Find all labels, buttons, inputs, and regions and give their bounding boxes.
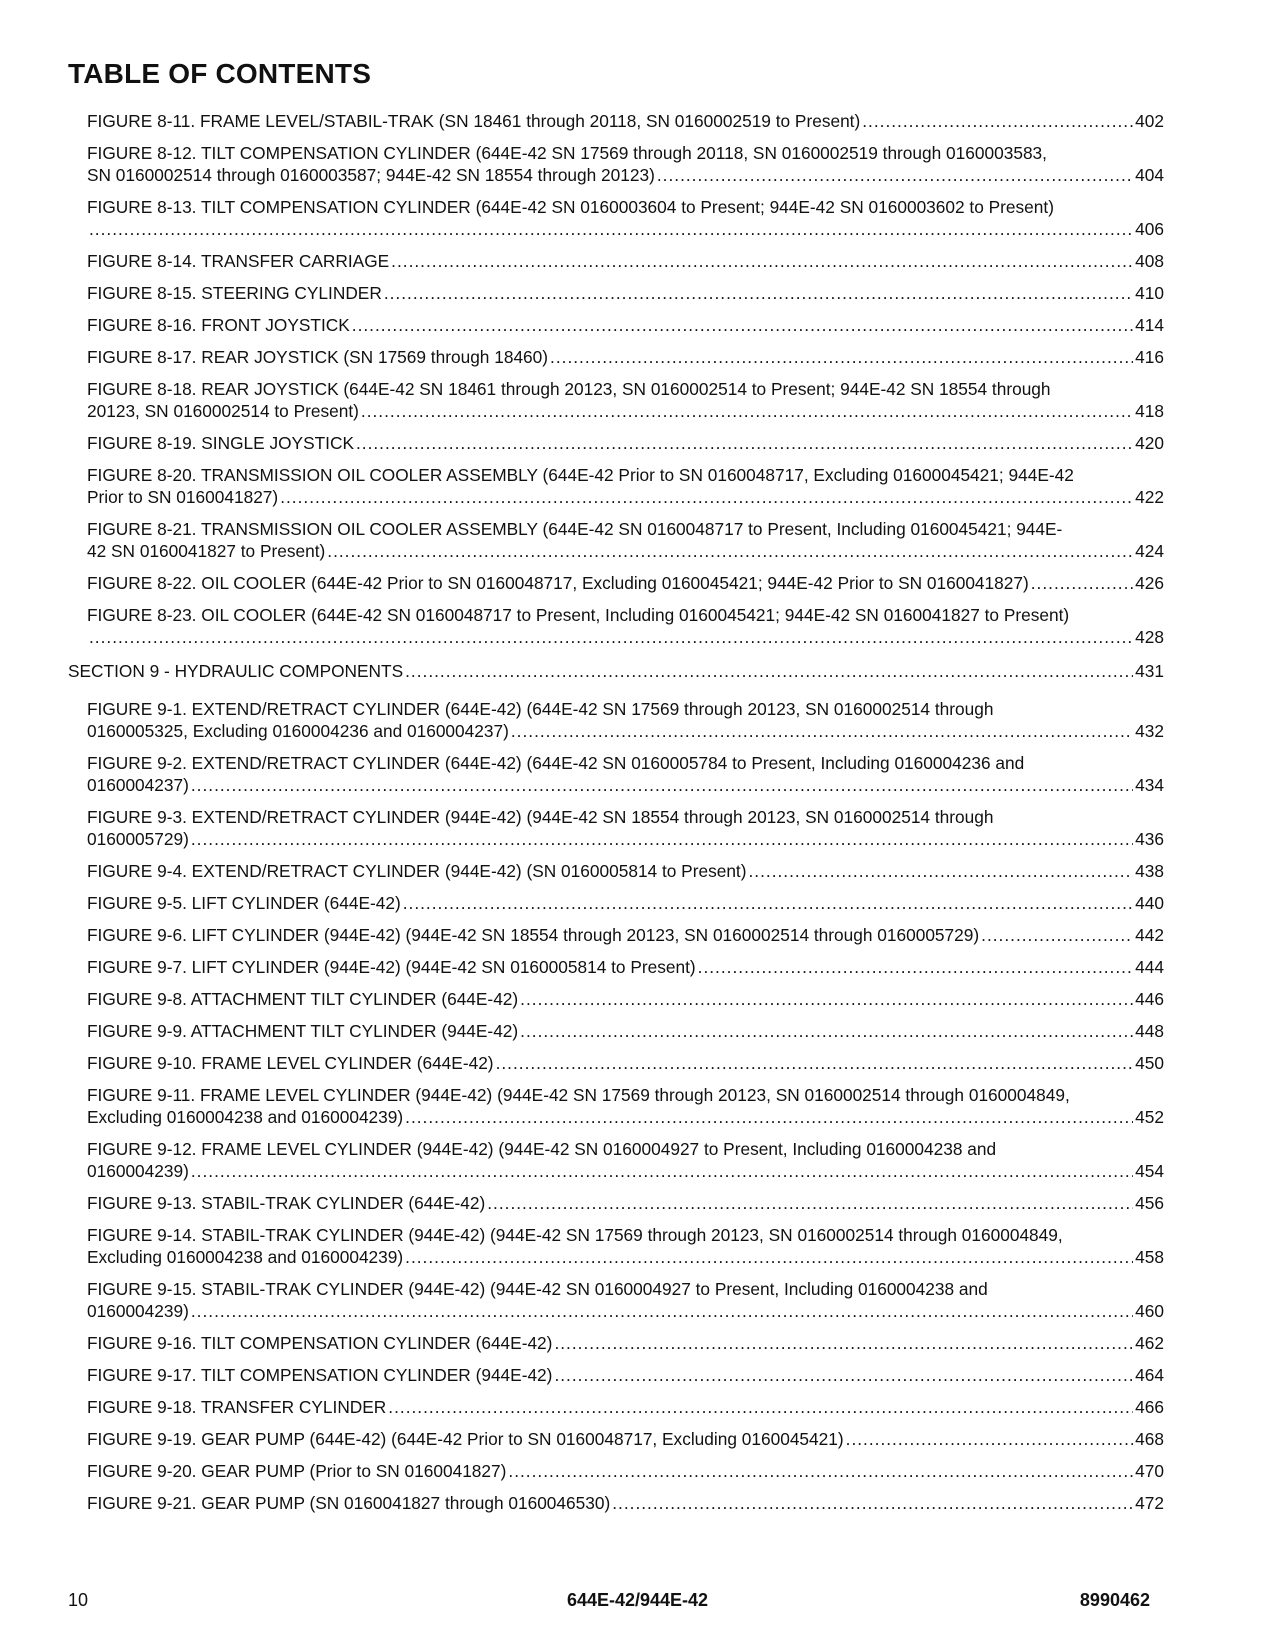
dot-leader [508, 1460, 1133, 1482]
toc-figure-entry[interactable] [87, 988, 1164, 1010]
toc-page-number: 431 [1135, 661, 1164, 681]
dot-leader [496, 1052, 1134, 1074]
toc-entry-text: FIGURE 9-18. TRANSFER CYLINDER [87, 1397, 387, 1417]
toc-figure-entry[interactable] [87, 1396, 1164, 1418]
toc-entry-text: FIGURE 8-12. TILT COMPENSATION CYLINDER (644E-42 SN 17569 through 20118, SN 0160002519 through 0160003583, [87, 143, 1047, 163]
toc-page-number: 472 [1135, 1493, 1164, 1513]
toc-entry-text: FIGURE 9-3. EXTEND/RETRACT CYLINDER (944E-42) (944E-42 SN 18554 through 20123, SN 0160002514 through [87, 807, 994, 827]
toc-page-number: 404 [1135, 165, 1164, 185]
dot-leader [391, 250, 1133, 272]
toc-entry-text: 20123, SN 0160002514 to Present) [87, 401, 359, 421]
toc-entry-text: FIGURE 9-14. STABIL-TRAK CYLINDER (944E-42) (944E-42 SN 17569 through 20123, SN 0160002514 through 0160004849, [87, 1225, 1063, 1245]
dot-leader [280, 486, 1133, 508]
toc-entry-text: FIGURE 9-19. GEAR PUMP (644E-42) (644E-42 Prior to SN 0160048717, Excluding 0160045421) [87, 1429, 844, 1449]
toc-entry-text: FIGURE 8-17. REAR JOYSTICK (SN 17569 through 18460) [87, 347, 549, 367]
dot-leader [405, 1106, 1133, 1128]
toc-figure-entry[interactable] [87, 1364, 1164, 1386]
toc-figure-entry[interactable] [87, 604, 1164, 648]
toc-page-number: 414 [1135, 315, 1164, 335]
toc-figure-entry[interactable] [87, 1192, 1164, 1214]
toc-entry-text: Excluding 0160004238 and 0160004239) [87, 1107, 404, 1127]
dot-leader [356, 432, 1133, 454]
toc-figure-entry[interactable] [87, 464, 1164, 508]
toc-entry-text: FIGURE 9-6. LIFT CYLINDER (944E-42) (944E-42 SN 18554 through 20123, SN 0160002514 through 0160005729) [87, 925, 980, 945]
toc-figure-entry[interactable] [87, 1278, 1164, 1322]
dot-leader [384, 282, 1133, 304]
toc-page-number: 406 [1135, 219, 1164, 239]
toc-entry-text: FIGURE 9-17. TILT COMPENSATION CYLINDER (944E-42) [87, 1365, 553, 1385]
dot-leader [698, 956, 1134, 978]
toc-entry-text: FIGURE 9-8. ATTACHMENT TILT CYLINDER (644E-42) [87, 989, 519, 1009]
toc-entry-text: FIGURE 9-13. STABIL-TRAK CYLINDER (644E-42) [87, 1193, 486, 1213]
toc-figure-entry[interactable] [87, 956, 1164, 978]
toc-entry-text: FIGURE 9-7. LIFT CYLINDER (944E-42) (944E-42 SN 0160005814 to Present) [87, 957, 696, 977]
toc-figure-entry[interactable] [87, 518, 1164, 562]
toc-entry-text: SECTION 9 - HYDRAULIC COMPONENTS [68, 661, 404, 681]
toc-entry-text: FIGURE 9-4. EXTEND/RETRACT CYLINDER (944E-42) (SN 0160005814 to Present) [87, 861, 747, 881]
toc-entry-text: FIGURE 8-13. TILT COMPENSATION CYLINDER (644E-42 SN 0160003604 to Present; 944E-42 SN 0160003602 to Present) [87, 197, 1054, 217]
toc-page-number: 436 [1135, 829, 1164, 849]
dot-leader [981, 924, 1133, 946]
toc-figure-entry[interactable] [87, 924, 1164, 946]
footer-page-number: 10 [68, 1590, 89, 1610]
toc-page-number: 408 [1135, 251, 1164, 271]
page-title: TABLE OF CONTENTS [68, 58, 372, 89]
toc-figure-entry[interactable] [87, 282, 1164, 304]
toc-page-number: 434 [1135, 775, 1164, 795]
toc-page-number: 448 [1135, 1021, 1164, 1041]
toc-entry-text: FIGURE 9-1. EXTEND/RETRACT CYLINDER (644E-42) (644E-42 SN 17569 through 20123, SN 0160002514 through [87, 699, 994, 719]
toc-figure-entry[interactable] [87, 892, 1164, 914]
toc-entry-text: 0160005325, Excluding 0160004236 and 0160004237) [87, 721, 509, 741]
toc-entry-text: FIGURE 8-20. TRANSMISSION OIL COOLER ASSEMBLY (644E-42 Prior to SN 0160048717, Excluding 01600045421; 944E-42 [87, 465, 1074, 485]
toc-page-number: 402 [1135, 111, 1164, 131]
dot-leader [405, 1246, 1133, 1268]
toc-figure-entry[interactable] [87, 1138, 1164, 1182]
toc-page-number: 410 [1135, 283, 1164, 303]
toc-page-number: 440 [1135, 893, 1164, 913]
dot-leader [749, 860, 1134, 882]
dot-leader [657, 164, 1133, 186]
toc-figure-entry[interactable] [87, 752, 1164, 796]
toc-entry-text: FIGURE 9-11. FRAME LEVEL CYLINDER (944E-42) (944E-42 SN 17569 through 20123, SN 0160002514 through 0160004849, [87, 1085, 1070, 1105]
toc-figure-entry[interactable] [87, 378, 1164, 422]
toc-entry-text: SN 0160002514 through 0160003587; 944E-42 SN 18554 through 20123) [87, 165, 655, 185]
dot-leader [191, 1160, 1133, 1182]
toc-page-number: 464 [1135, 1365, 1164, 1385]
toc-entry-text: FIGURE 9-12. FRAME LEVEL CYLINDER (944E-42) (944E-42 SN 0160004927 to Present, Including 0160004238 and [87, 1139, 997, 1159]
toc-figure-entry[interactable] [87, 1492, 1164, 1514]
toc-figure-entry[interactable] [87, 142, 1164, 186]
toc-entry-text: FIGURE 8-18. REAR JOYSTICK (644E-42 SN 18461 through 20123, SN 0160002514 to Present; 944E-42 SN 18554 through [87, 379, 1051, 399]
toc-figure-entry[interactable] [87, 1460, 1164, 1482]
toc-entry-text: FIGURE 9-2. EXTEND/RETRACT CYLINDER (644E-42) (644E-42 SN 0160005784 to Present, Including 0160004236 and [87, 753, 1025, 773]
toc-entry-text: FIGURE 9-9. ATTACHMENT TILT CYLINDER (944E-42) [87, 1021, 519, 1041]
toc-page-number: 470 [1135, 1461, 1164, 1481]
toc-entry-text: FIGURE 9-10. FRAME LEVEL CYLINDER (644E-42) [87, 1053, 494, 1073]
toc-entry-text: Prior to SN 0160041827) [87, 487, 279, 507]
dot-leader [191, 828, 1133, 850]
toc-section-entry[interactable] [68, 660, 1164, 682]
toc-figure-entry[interactable] [87, 1052, 1164, 1074]
toc-figure-entry[interactable] [87, 432, 1164, 454]
dot-leader [191, 1300, 1133, 1322]
toc-figure-entry[interactable] [87, 1224, 1164, 1268]
toc-entry-text: 0160004237) [87, 775, 189, 795]
toc-page-number: 428 [1135, 627, 1164, 647]
toc-entry-text: 0160004239) [87, 1301, 189, 1321]
dot-leader [388, 1396, 1133, 1418]
dot-leader [846, 1428, 1134, 1450]
toc-figure-entry[interactable] [87, 806, 1164, 850]
toc-entry-text: FIGURE 8-14. TRANSFER CARRIAGE [87, 251, 390, 271]
toc-page-number: 442 [1135, 925, 1164, 945]
toc-page-number: 422 [1135, 487, 1164, 507]
toc-page-number: 432 [1135, 721, 1164, 741]
toc-entry-text: FIGURE 9-20. GEAR PUMP (Prior to SN 0160041827) [87, 1461, 507, 1481]
toc-entry-text: FIGURE 9-21. GEAR PUMP (SN 0160041827 through 0160046530) [87, 1493, 611, 1513]
toc-page-number: 450 [1135, 1053, 1164, 1073]
toc-entry-text: 0160004239) [87, 1161, 189, 1181]
dot-leader [403, 892, 1133, 914]
toc-figure-entry[interactable] [87, 572, 1164, 594]
toc-entry-text: 0160005729) [87, 829, 189, 849]
dot-leader [520, 1020, 1133, 1042]
footer-doc-number: 8990462 [1079, 1590, 1150, 1610]
toc-list [0, 110, 1275, 1524]
toc-page-number: 446 [1135, 989, 1164, 1009]
toc-page-number: 456 [1135, 1193, 1164, 1213]
toc-figure-entry[interactable] [87, 110, 1164, 132]
toc-page-number: 460 [1135, 1301, 1164, 1321]
dot-leader [191, 774, 1133, 796]
toc-figure-entry[interactable] [87, 250, 1164, 272]
toc-entry-text: Excluding 0160004238 and 0160004239) [87, 1247, 404, 1267]
dot-leader [361, 400, 1133, 422]
toc-page-number: 438 [1135, 861, 1164, 881]
dot-leader [327, 540, 1133, 562]
toc-figure-entry[interactable] [87, 346, 1164, 368]
toc-page-number: 452 [1135, 1107, 1164, 1127]
dot-leader [862, 110, 1133, 132]
dot-leader [554, 1332, 1133, 1354]
toc-figure-entry[interactable] [87, 1332, 1164, 1354]
toc-page-number: 466 [1135, 1397, 1164, 1417]
toc-figure-entry[interactable] [87, 698, 1164, 742]
toc-page-number: 444 [1135, 957, 1164, 977]
toc-page-number: 454 [1135, 1161, 1164, 1181]
toc-page-number: 426 [1135, 573, 1164, 593]
toc-entry-text: FIGURE 8-21. TRANSMISSION OIL COOLER ASSEMBLY (644E-42 SN 0160048717 to Present, Including 0160045421; 944E- [87, 519, 1063, 539]
toc-page-number: 418 [1135, 401, 1164, 421]
toc-figure-entry[interactable] [87, 860, 1164, 882]
toc-entry-text: FIGURE 8-23. OIL COOLER (644E-42 SN 0160048717 to Present, Including 0160045421; 944E-42 SN 0160041827 to Present) [87, 605, 1070, 625]
toc-figure-entry[interactable] [87, 196, 1164, 240]
toc-entry-text: FIGURE 9-15. STABIL-TRAK CYLINDER (944E-42) (944E-42 SN 0160004927 to Present, Including 0160004238 and [87, 1279, 988, 1299]
toc-page-number: 468 [1135, 1429, 1164, 1449]
toc-entry-text: FIGURE 8-22. OIL COOLER (644E-42 Prior to SN 0160048717, Excluding 0160045421; 944E-42 Prior to SN 0160041827) [87, 573, 1029, 593]
toc-page-number: 420 [1135, 433, 1164, 453]
dot-leader [612, 1492, 1133, 1514]
dot-leader [89, 218, 1133, 240]
dot-leader [352, 314, 1133, 336]
toc-page-number: 424 [1135, 541, 1164, 561]
toc-entry-text: FIGURE 8-11. FRAME LEVEL/STABIL-TRAK (SN 18461 through 20118, SN 0160002519 to Present) [87, 111, 861, 131]
toc-entry-text: FIGURE 9-5. LIFT CYLINDER (644E-42) [87, 893, 401, 913]
toc-figure-entry[interactable] [87, 314, 1164, 336]
dot-leader [550, 346, 1133, 368]
toc-entry-text: FIGURE 9-16. TILT COMPENSATION CYLINDER (644E-42) [87, 1333, 553, 1353]
dot-leader [511, 720, 1133, 742]
toc-entry-text: FIGURE 8-19. SINGLE JOYSTICK [87, 433, 354, 453]
dot-leader [487, 1192, 1133, 1214]
toc-entry-text: FIGURE 8-15. STEERING CYLINDER [87, 283, 382, 303]
dot-leader [89, 626, 1133, 648]
toc-figure-entry[interactable] [87, 1084, 1164, 1128]
toc-page-number: 462 [1135, 1333, 1164, 1353]
footer-model: 644E-42/944E-42 [566, 1590, 709, 1610]
dot-leader [1031, 572, 1133, 594]
toc-figure-entry[interactable] [87, 1428, 1164, 1450]
toc-figure-entry[interactable] [87, 1020, 1164, 1042]
toc-entry-text: FIGURE 8-16. FRONT JOYSTICK [87, 315, 350, 335]
toc-entry-text: 42 SN 0160041827 to Present) [87, 541, 326, 561]
toc-page-number: 458 [1135, 1247, 1164, 1267]
dot-leader [520, 988, 1133, 1010]
toc-page-number: 416 [1135, 347, 1164, 367]
dot-leader [554, 1364, 1133, 1386]
dot-leader [405, 660, 1133, 682]
